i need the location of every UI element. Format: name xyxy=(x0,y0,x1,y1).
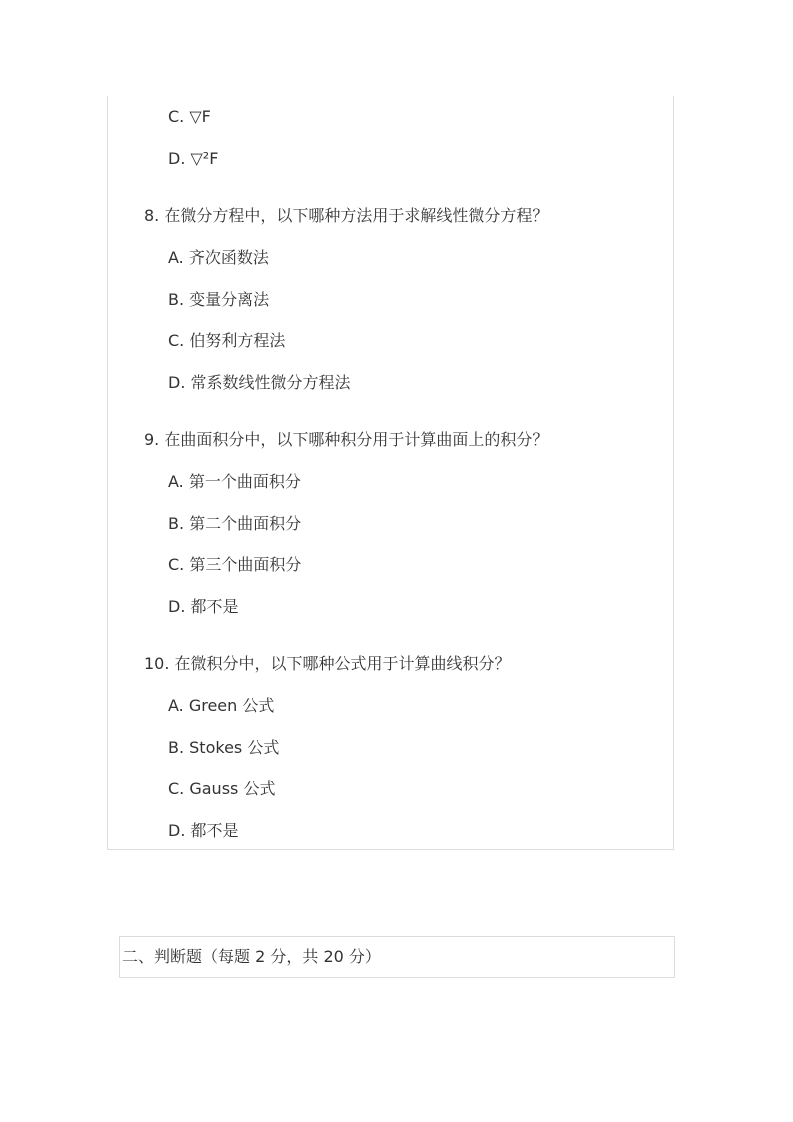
question-9-option-c: C. 第三个曲面积分 xyxy=(168,555,302,574)
question-8-option-a: A. 齐次函数法 xyxy=(168,248,269,267)
question-10-stem: 10. 在微积分中，以下哪种公式用于计算曲线积分？ xyxy=(144,654,511,673)
question-8-option-d: D. 常系数线性微分方程法 xyxy=(168,373,351,392)
question-8-stem: 8. 在微分方程中，以下哪种方法用于求解线性微分方程？ xyxy=(144,206,549,225)
question-10-option-c: C. Gauss 公式 xyxy=(168,779,276,798)
question-7-option-d: D. ▽²F xyxy=(168,149,219,168)
question-10-option-d: D. 都不是 xyxy=(168,821,239,840)
true-false-section-header xyxy=(119,936,675,978)
question-9-option-a: A. 第一个曲面积分 xyxy=(168,472,301,491)
question-9-option-d: D. 都不是 xyxy=(168,597,239,616)
question-10-option-b: B. Stokes 公式 xyxy=(168,738,280,757)
question-8-option-b: B. 变量分离法 xyxy=(168,290,270,309)
question-8-option-c: C. 伯努利方程法 xyxy=(168,331,286,350)
question-7-option-c: C. ▽F xyxy=(168,107,211,126)
question-9-option-b: B. 第二个曲面积分 xyxy=(168,514,302,533)
question-9-stem: 9. 在曲面积分中，以下哪种积分用于计算曲面上的积分？ xyxy=(144,430,549,449)
question-10-option-a: A. Green 公式 xyxy=(168,696,275,715)
section-title: 二、判断题（每题 2 分，共 20 分） xyxy=(122,947,381,966)
